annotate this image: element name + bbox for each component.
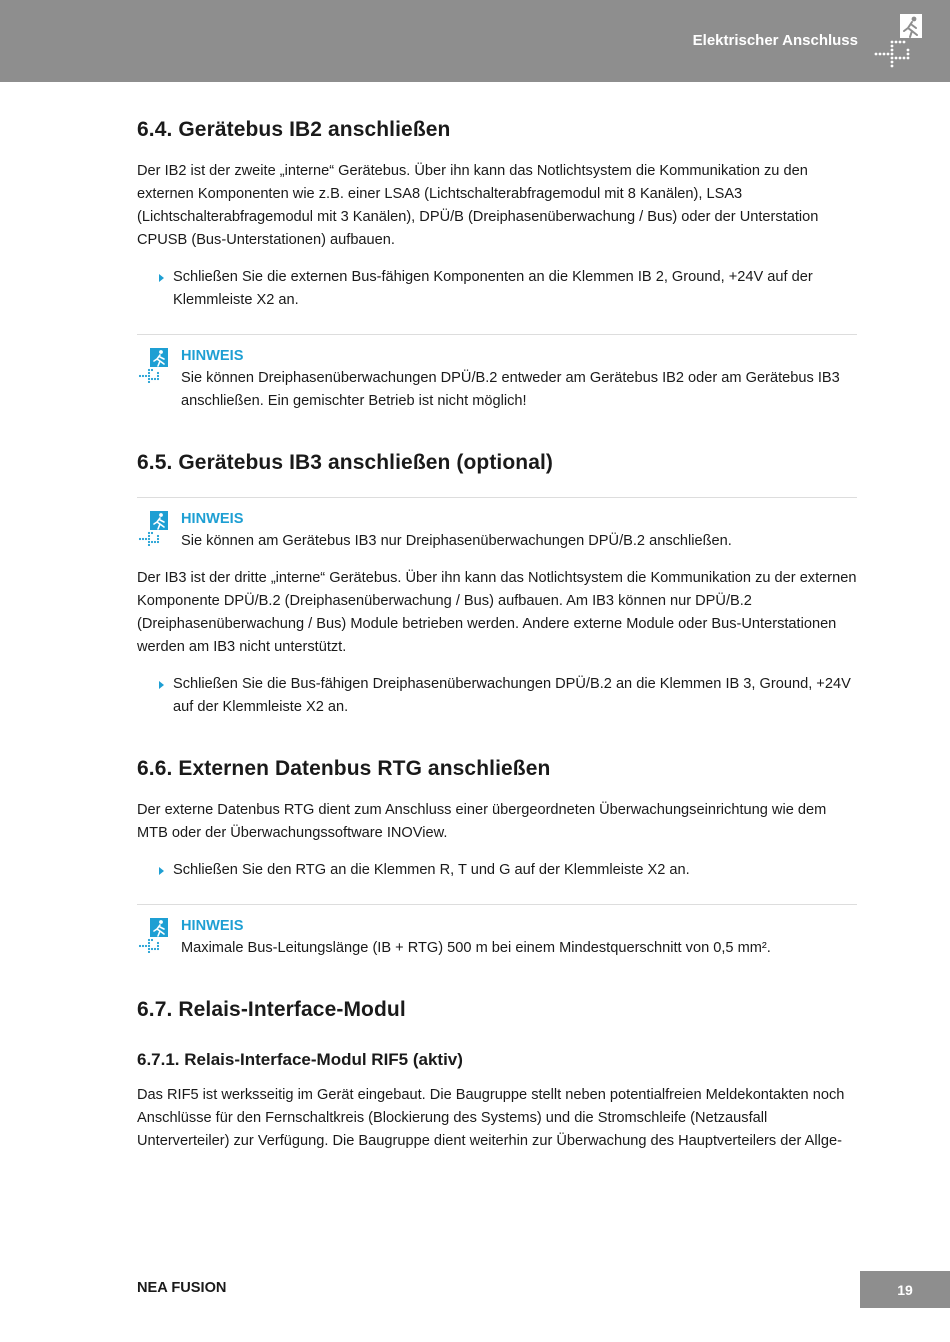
note-label: HINWEIS bbox=[181, 918, 244, 934]
bullet-text: Schließen Sie die Bus-fähigen Dreiphasenüberwachungen DPÜ/B.2 an die Klemmen IB 3, Ground, +24V auf der Klemmleiste X2 an. bbox=[173, 676, 851, 715]
section-heading-6-4: 6.4. Gerätebus IB2 anschließen bbox=[137, 118, 451, 141]
bullet-arrow-icon bbox=[159, 867, 164, 875]
page-number bbox=[860, 1271, 950, 1308]
section-6-4-paragraph: Der IB2 ist der zweite „interne“ Gerätebus. Über ihn kann das Notlichtsystem die Kommunikation zu den externen Komponenten wie z.B. einer LSA8 (Lichtschalterabfragemodul mit 8 Kanälen), LSA3 (Lichtschalterabfragemodul mit 3 Kanälen), DPÜ/B (Dreiphasenüberwachung / Bus) oder der Unterstation CPUSB (Bus-Unterstationen) aufbauen. bbox=[137, 163, 819, 248]
note-label: HINWEIS bbox=[181, 511, 244, 527]
emergency-exit-note-icon bbox=[137, 347, 171, 383]
section-6-7-1-paragraph: Das RIF5 ist werksseitig im Gerät eingebaut. Die Baugruppe stellt neben potentialfreien Meldekontakten noch Anschlüsse für den Fernschaltkreis (Blockierung des Systems) und die Stromschleife (Netzausfall Unterverteiler) zur Verfügung. Die Baugruppe dient weiterhin zur Überwachung des Hauptverteilers der Allge- bbox=[137, 1087, 845, 1149]
page-content bbox=[137, 118, 857, 1153]
section-6-4-bullet bbox=[137, 266, 857, 312]
page-number-text: 19 bbox=[897, 1281, 913, 1298]
note-text: Sie können Dreiphasenüberwachungen DPÜ/B.2 entweder am Gerätebus IB2 oder am Gerätebus IB3 anschließen. Ein gemischter Betrieb ist nicht möglich! bbox=[181, 370, 840, 409]
note-text: Maximale Bus-Leitungslänge (IB + RTG) 500 m bei einem Mindestquerschnitt von 0,5 mm². bbox=[181, 940, 771, 956]
bullet-arrow-icon bbox=[159, 274, 164, 282]
note-box bbox=[137, 334, 857, 413]
section-6-5-bullet bbox=[137, 673, 857, 719]
section-heading-6-7: 6.7. Relais-Interface-Modul bbox=[137, 998, 406, 1021]
note-text: Sie können am Gerätebus IB3 nur Dreiphasenüberwachungen DPÜ/B.2 anschließen. bbox=[181, 533, 732, 549]
section-heading-6-6: 6.6. Externen Datenbus RTG anschließen bbox=[137, 757, 551, 780]
note-label: HINWEIS bbox=[181, 348, 244, 364]
footer-title: NEA FUSION bbox=[137, 1280, 227, 1296]
note-box bbox=[137, 904, 857, 960]
bullet-arrow-icon bbox=[159, 681, 164, 689]
subsection-heading-6-7-1: 6.7.1. Relais-Interface-Modul RIF5 (aktiv) bbox=[137, 1050, 463, 1069]
emergency-exit-note-icon bbox=[137, 510, 171, 546]
note-box bbox=[137, 497, 857, 553]
section-6-6-bullet bbox=[137, 859, 857, 882]
bullet-text: Schließen Sie den RTG an die Klemmen R, T und G auf der Klemmleiste X2 an. bbox=[173, 862, 690, 878]
bullet-text: Schließen Sie die externen Bus-fähigen Komponenten an die Klemmen IB 2, Ground, +24V auf der Klemmleiste X2 an. bbox=[173, 269, 813, 308]
header-bar bbox=[0, 0, 950, 82]
section-heading-6-5: 6.5. Gerätebus IB3 anschließen (optional) bbox=[137, 451, 554, 474]
section-6-5-paragraph: Der IB3 ist der dritte „interne“ Gerätebus. Über ihn kann das Notlichtsystem die Kommunikation zu der externen Komponente DPÜ/B.2 (Dreiphasenüberwachung / Bus) aufbauen. Am IB3 können nur DPÜ/B.2 (Dreiphasenüberwachung / Bus) Module betrieben werden. Andere externe Module oder Bus-Unterstationen werden am IB3 nicht unterstützt. bbox=[137, 570, 857, 655]
header-title: Elektrischer Anschluss bbox=[692, 32, 858, 49]
section-6-6-paragraph: Der externe Datenbus RTG dient zum Anschluss einer übergeordneten Überwachungseinrichtung wie dem MTB oder der Überwachungssoftware INOView. bbox=[137, 802, 827, 841]
emergency-exit-note-icon bbox=[137, 917, 171, 953]
emergency-exit-logo-icon bbox=[870, 12, 926, 72]
